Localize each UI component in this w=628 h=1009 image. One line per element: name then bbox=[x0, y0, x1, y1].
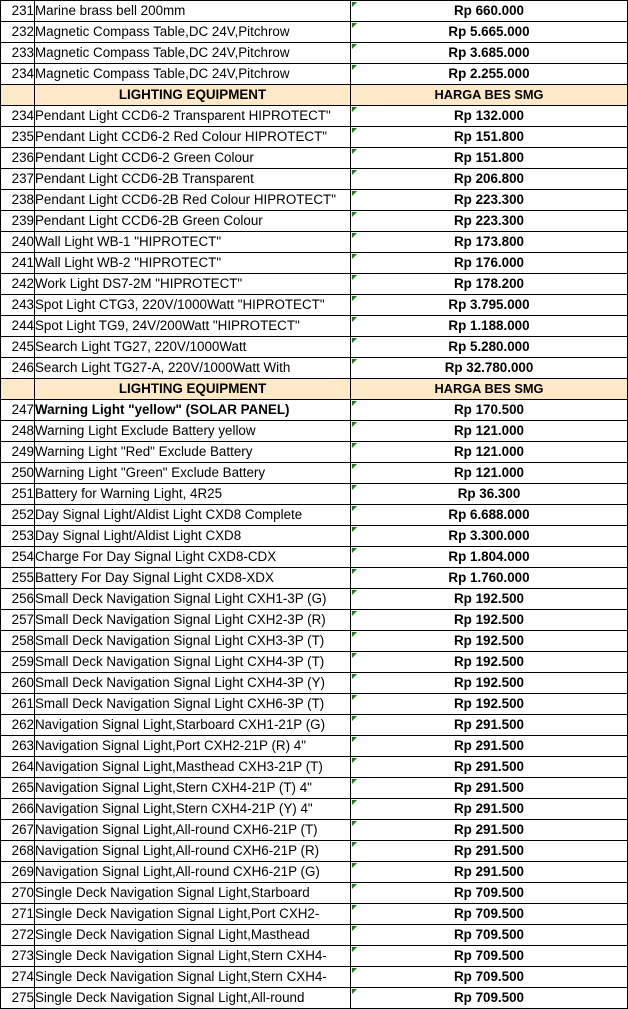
item-name-cell[interactable]: Warning Light "yellow" (SOLAR PANEL) bbox=[35, 400, 351, 421]
item-price-cell[interactable]: Rp 291.500 bbox=[351, 715, 628, 736]
item-name-cell[interactable]: Warning Light "Green" Exclude Battery bbox=[35, 463, 351, 484]
item-price-cell[interactable]: Rp 206.800 bbox=[351, 169, 628, 190]
item-name-cell[interactable]: Spot Light TG9, 24V/200Watt "HIPROTECT" bbox=[35, 316, 351, 337]
item-number-cell[interactable]: 259 bbox=[1, 652, 35, 673]
item-number-cell[interactable]: 242 bbox=[1, 274, 35, 295]
item-price-cell[interactable]: Rp 660.000 bbox=[351, 1, 628, 22]
table-row bbox=[1, 43, 628, 64]
item-name-cell[interactable]: Navigation Signal Light,Stern CXH4-21P (T) 4" bbox=[35, 778, 351, 799]
item-number-cell[interactable]: 239 bbox=[1, 211, 35, 232]
item-number-cell[interactable]: 232 bbox=[1, 22, 35, 43]
item-number-cell[interactable]: 258 bbox=[1, 631, 35, 652]
item-number-cell[interactable]: 254 bbox=[1, 547, 35, 568]
table-row bbox=[1, 568, 628, 589]
item-number-cell[interactable]: 269 bbox=[1, 862, 35, 883]
item-number-cell[interactable]: 256 bbox=[1, 589, 35, 610]
item-name-cell[interactable]: Single Deck Navigation Signal Light,Starboard bbox=[35, 883, 351, 904]
table-row bbox=[1, 841, 628, 862]
table-row bbox=[1, 274, 628, 295]
item-price-cell[interactable]: Rp 3.795.000 bbox=[351, 295, 628, 316]
item-name-cell[interactable]: Search Light TG27, 220V/1000Watt bbox=[35, 337, 351, 358]
item-number-cell[interactable]: 257 bbox=[1, 610, 35, 631]
table-row bbox=[1, 211, 628, 232]
item-name-cell[interactable]: Navigation Signal Light,All-round CXH6-21P (G) bbox=[35, 862, 351, 883]
item-price-cell[interactable]: Rp 32.780.000 bbox=[351, 358, 628, 379]
item-price-cell[interactable]: Rp 709.500 bbox=[351, 883, 628, 904]
table-row bbox=[1, 673, 628, 694]
item-price-cell[interactable]: Rp 5.280.000 bbox=[351, 337, 628, 358]
table-row bbox=[1, 694, 628, 715]
table-row bbox=[1, 421, 628, 442]
item-name-cell[interactable]: Navigation Signal Light,Stern CXH4-21P (Y) 4" bbox=[35, 799, 351, 820]
item-number-cell[interactable]: 238 bbox=[1, 190, 35, 211]
table-row bbox=[1, 589, 628, 610]
item-number-cell[interactable]: 252 bbox=[1, 505, 35, 526]
item-name-cell[interactable]: Small Deck Navigation Signal Light CXH2-3P (R) bbox=[35, 610, 351, 631]
item-number-cell[interactable]: 265 bbox=[1, 778, 35, 799]
item-name-cell[interactable]: Wall Light WB-1 "HIPROTECT" bbox=[35, 232, 351, 253]
price-list-body bbox=[1, 1, 628, 1009]
table-row bbox=[1, 631, 628, 652]
item-number-cell[interactable]: 234 bbox=[1, 64, 35, 85]
item-number-cell[interactable]: 263 bbox=[1, 736, 35, 757]
table-row bbox=[1, 547, 628, 568]
table-row bbox=[1, 967, 628, 988]
item-number-cell[interactable]: 268 bbox=[1, 841, 35, 862]
item-name-cell[interactable]: Wall Light WB-2 "HIPROTECT" bbox=[35, 253, 351, 274]
item-price-cell[interactable]: Rp 1.760.000 bbox=[351, 568, 628, 589]
item-price-cell[interactable]: Rp 192.500 bbox=[351, 631, 628, 652]
item-number-cell[interactable]: 237 bbox=[1, 169, 35, 190]
item-price-cell[interactable]: Rp 173.800 bbox=[351, 232, 628, 253]
item-name-cell[interactable]: Battery for Warning Light, 4R25 bbox=[35, 484, 351, 505]
table-row bbox=[1, 358, 628, 379]
item-price-cell[interactable]: Rp 223.300 bbox=[351, 211, 628, 232]
item-price-cell[interactable]: Rp 121.000 bbox=[351, 421, 628, 442]
table-row bbox=[1, 736, 628, 757]
item-name-cell[interactable]: Single Deck Navigation Signal Light,Masthead bbox=[35, 925, 351, 946]
item-name-cell[interactable]: Search Light TG27-A, 220V/1000Watt With bbox=[35, 358, 351, 379]
item-price-cell[interactable]: Rp 223.300 bbox=[351, 190, 628, 211]
item-number-cell[interactable]: 235 bbox=[1, 127, 35, 148]
item-name-cell[interactable]: Pendant Light CCD6-2 Transparent HIPROTECT" bbox=[35, 106, 351, 127]
table-row bbox=[1, 883, 628, 904]
item-name-cell[interactable]: Small Deck Navigation Signal Light CXH6-3P (T) bbox=[35, 694, 351, 715]
item-price-cell[interactable]: Rp 709.500 bbox=[351, 988, 628, 1009]
section-header-row bbox=[1, 85, 628, 106]
item-name-cell[interactable]: Pendant Light CCD6-2B Transparent bbox=[35, 169, 351, 190]
table-row bbox=[1, 1, 628, 22]
item-number-cell[interactable]: 273 bbox=[1, 946, 35, 967]
item-price-cell[interactable]: Rp 178.200 bbox=[351, 274, 628, 295]
table-row bbox=[1, 925, 628, 946]
table-row bbox=[1, 316, 628, 337]
item-number-cell[interactable]: 267 bbox=[1, 820, 35, 841]
item-name-cell[interactable]: Small Deck Navigation Signal Light CXH4-3P (Y) bbox=[35, 673, 351, 694]
table-row bbox=[1, 610, 628, 631]
price-column-header-cell[interactable]: HARGA BES SMG bbox=[351, 85, 628, 106]
item-number-cell[interactable]: 251 bbox=[1, 484, 35, 505]
item-name-cell[interactable]: Magnetic Compass Table,DC 24V,Pitchrow bbox=[35, 43, 351, 64]
section-header-row bbox=[1, 379, 628, 400]
item-number-cell[interactable]: 236 bbox=[1, 148, 35, 169]
item-name-cell[interactable]: Small Deck Navigation Signal Light CXH1-3P (G) bbox=[35, 589, 351, 610]
item-number-cell[interactable]: 246 bbox=[1, 358, 35, 379]
item-number-cell[interactable]: 271 bbox=[1, 904, 35, 925]
table-row bbox=[1, 127, 628, 148]
item-price-cell[interactable]: Rp 709.500 bbox=[351, 967, 628, 988]
item-number-cell[interactable]: 244 bbox=[1, 316, 35, 337]
item-price-cell[interactable]: Rp 192.500 bbox=[351, 652, 628, 673]
item-name-cell[interactable]: Navigation Signal Light,Masthead CXH3-21P (T) bbox=[35, 757, 351, 778]
item-name-cell[interactable]: Small Deck Navigation Signal Light CXH4-3P (T) bbox=[35, 652, 351, 673]
item-name-cell[interactable]: Day Signal Light/Aldist Light CXD8 bbox=[35, 526, 351, 547]
header-number-cell[interactable] bbox=[1, 85, 35, 106]
item-price-cell[interactable]: Rp 192.500 bbox=[351, 610, 628, 631]
item-price-cell[interactable]: Rp 291.500 bbox=[351, 757, 628, 778]
table-row bbox=[1, 400, 628, 421]
item-number-cell[interactable]: 272 bbox=[1, 925, 35, 946]
item-price-cell[interactable]: Rp 291.500 bbox=[351, 778, 628, 799]
item-price-cell[interactable]: Rp 709.500 bbox=[351, 904, 628, 925]
section-title-cell[interactable]: LIGHTING EQUIPMENT bbox=[35, 379, 351, 400]
item-name-cell[interactable]: Pendant Light CCD6-2B Green Colour bbox=[35, 211, 351, 232]
item-price-cell[interactable]: Rp 121.000 bbox=[351, 463, 628, 484]
item-number-cell[interactable]: 234 bbox=[1, 106, 35, 127]
item-name-cell[interactable]: Pendant Light CCD6-2 Green Colour bbox=[35, 148, 351, 169]
table-row bbox=[1, 190, 628, 211]
item-price-cell[interactable]: Rp 170.500 bbox=[351, 400, 628, 421]
item-number-cell[interactable]: 274 bbox=[1, 967, 35, 988]
table-row bbox=[1, 526, 628, 547]
item-name-cell[interactable]: Battery For Day Signal Light CXD8-XDX bbox=[35, 568, 351, 589]
table-row bbox=[1, 862, 628, 883]
item-price-cell[interactable]: Rp 291.500 bbox=[351, 841, 628, 862]
item-number-cell[interactable]: 245 bbox=[1, 337, 35, 358]
table-row bbox=[1, 904, 628, 925]
item-name-cell[interactable]: Navigation Signal Light,Port CXH2-21P (R) 4" bbox=[35, 736, 351, 757]
item-name-cell[interactable]: Navigation Signal Light,All-round CXH6-21P (T) bbox=[35, 820, 351, 841]
item-name-cell[interactable]: Warning Light Exclude Battery yellow bbox=[35, 421, 351, 442]
item-name-cell[interactable]: Marine brass bell 200mm bbox=[35, 1, 351, 22]
item-number-cell[interactable]: 255 bbox=[1, 568, 35, 589]
item-name-cell[interactable]: Day Signal Light/Aldist Light CXD8 Complete bbox=[35, 505, 351, 526]
item-price-cell[interactable]: Rp 3.685.000 bbox=[351, 43, 628, 64]
table-row bbox=[1, 715, 628, 736]
item-price-cell[interactable]: Rp 121.000 bbox=[351, 442, 628, 463]
item-price-cell[interactable]: Rp 709.500 bbox=[351, 925, 628, 946]
item-number-cell[interactable]: 247 bbox=[1, 400, 35, 421]
item-price-cell[interactable]: Rp 151.800 bbox=[351, 148, 628, 169]
item-number-cell[interactable]: 241 bbox=[1, 253, 35, 274]
item-number-cell[interactable]: 248 bbox=[1, 421, 35, 442]
item-price-cell[interactable]: Rp 176.000 bbox=[351, 253, 628, 274]
table-row bbox=[1, 253, 628, 274]
item-name-cell[interactable]: Navigation Signal Light,All-round CXH6-21P (R) bbox=[35, 841, 351, 862]
table-row bbox=[1, 64, 628, 85]
table-row bbox=[1, 946, 628, 967]
table-row bbox=[1, 337, 628, 358]
item-price-cell[interactable]: Rp 291.500 bbox=[351, 820, 628, 841]
item-name-cell[interactable]: Small Deck Navigation Signal Light CXH3-3P (T) bbox=[35, 631, 351, 652]
table-row bbox=[1, 778, 628, 799]
item-number-cell[interactable]: 261 bbox=[1, 694, 35, 715]
item-name-cell[interactable]: Spot Light CTG3, 220V/1000Watt "HIPROTECT" bbox=[35, 295, 351, 316]
item-price-cell[interactable]: Rp 709.500 bbox=[351, 946, 628, 967]
item-number-cell[interactable]: 249 bbox=[1, 442, 35, 463]
item-name-cell[interactable]: Single Deck Navigation Signal Light,All-round bbox=[35, 988, 351, 1009]
item-name-cell[interactable]: Pendant Light CCD6-2B Red Colour HIPROTECT" bbox=[35, 190, 351, 211]
table-row bbox=[1, 442, 628, 463]
table-row bbox=[1, 757, 628, 778]
item-number-cell[interactable]: 275 bbox=[1, 988, 35, 1009]
section-title-cell[interactable]: LIGHTING EQUIPMENT bbox=[35, 85, 351, 106]
item-price-cell[interactable]: Rp 1.188.000 bbox=[351, 316, 628, 337]
item-number-cell[interactable]: 250 bbox=[1, 463, 35, 484]
item-number-cell[interactable]: 231 bbox=[1, 1, 35, 22]
item-price-cell[interactable]: Rp 291.500 bbox=[351, 862, 628, 883]
item-price-cell[interactable]: Rp 132.000 bbox=[351, 106, 628, 127]
item-name-cell[interactable]: Single Deck Navigation Signal Light,Port CXH2- bbox=[35, 904, 351, 925]
table-row bbox=[1, 799, 628, 820]
table-row bbox=[1, 106, 628, 127]
item-price-cell[interactable]: Rp 192.500 bbox=[351, 694, 628, 715]
item-name-cell[interactable]: Single Deck Navigation Signal Light,Stern CXH4- bbox=[35, 967, 351, 988]
item-name-cell[interactable]: Warning Light "Red" Exclude Battery bbox=[35, 442, 351, 463]
item-price-cell[interactable]: Rp 291.500 bbox=[351, 799, 628, 820]
item-price-cell[interactable]: Rp 36.300 bbox=[351, 484, 628, 505]
table-row bbox=[1, 148, 628, 169]
table-row bbox=[1, 295, 628, 316]
item-price-cell[interactable]: Rp 1.804.000 bbox=[351, 547, 628, 568]
item-name-cell[interactable]: Magnetic Compass Table,DC 24V,Pitchrow bbox=[35, 22, 351, 43]
item-price-cell[interactable]: Rp 192.500 bbox=[351, 673, 628, 694]
item-name-cell[interactable]: Magnetic Compass Table,DC 24V,Pitchrow bbox=[35, 64, 351, 85]
table-row bbox=[1, 988, 628, 1009]
item-number-cell[interactable]: 264 bbox=[1, 757, 35, 778]
item-number-cell[interactable]: 262 bbox=[1, 715, 35, 736]
table-row bbox=[1, 169, 628, 190]
price-column-header-cell[interactable]: HARGA BES SMG bbox=[351, 379, 628, 400]
item-price-cell[interactable]: Rp 5.665.000 bbox=[351, 22, 628, 43]
item-price-cell[interactable]: Rp 151.800 bbox=[351, 127, 628, 148]
table-row bbox=[1, 484, 628, 505]
item-number-cell[interactable]: 240 bbox=[1, 232, 35, 253]
item-price-cell[interactable]: Rp 291.500 bbox=[351, 736, 628, 757]
table-row bbox=[1, 463, 628, 484]
item-name-cell[interactable]: Work Light DS7-2M "HIPROTECT" bbox=[35, 274, 351, 295]
item-number-cell[interactable]: 233 bbox=[1, 43, 35, 64]
item-price-cell[interactable]: Rp 2.255.000 bbox=[351, 64, 628, 85]
table-row bbox=[1, 22, 628, 43]
header-number-cell[interactable] bbox=[1, 379, 35, 400]
item-name-cell[interactable]: Navigation Signal Light,Starboard CXH1-21P (G) bbox=[35, 715, 351, 736]
item-price-cell[interactable]: Rp 3.300.000 bbox=[351, 526, 628, 547]
item-number-cell[interactable]: 243 bbox=[1, 295, 35, 316]
item-name-cell[interactable]: Single Deck Navigation Signal Light,Stern CXH4- bbox=[35, 946, 351, 967]
item-price-cell[interactable]: Rp 6.688.000 bbox=[351, 505, 628, 526]
item-name-cell[interactable]: Charge For Day Signal Light CXD8-CDX bbox=[35, 547, 351, 568]
table-row bbox=[1, 232, 628, 253]
item-number-cell[interactable]: 266 bbox=[1, 799, 35, 820]
table-row bbox=[1, 505, 628, 526]
item-number-cell[interactable]: 260 bbox=[1, 673, 35, 694]
item-number-cell[interactable]: 270 bbox=[1, 883, 35, 904]
item-price-cell[interactable]: Rp 192.500 bbox=[351, 589, 628, 610]
item-name-cell[interactable]: Pendant Light CCD6-2 Red Colour HIPROTECT" bbox=[35, 127, 351, 148]
item-number-cell[interactable]: 253 bbox=[1, 526, 35, 547]
table-row bbox=[1, 820, 628, 841]
table-row bbox=[1, 652, 628, 673]
